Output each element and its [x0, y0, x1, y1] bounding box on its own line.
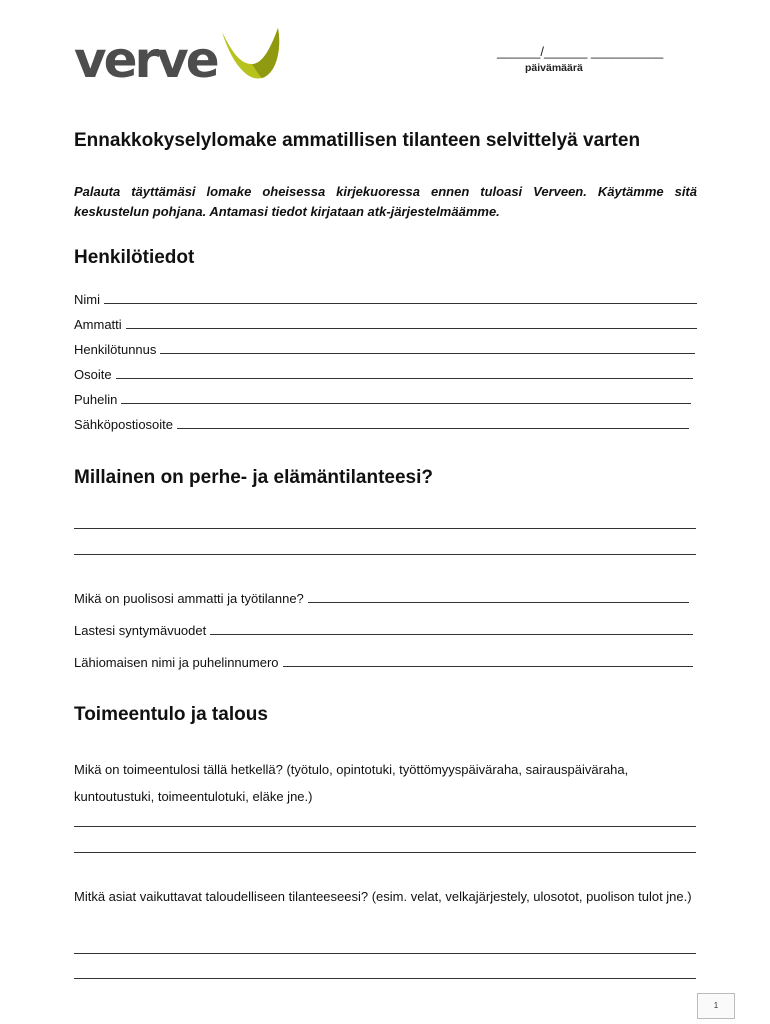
date-label: päivämäärä [525, 62, 583, 74]
income-question-1: Mikä on toimeentulosi tällä hetkellä? (työtulo, opintotuki, työttömyyspäiväraha, sairauspäiväraha, kuntoutustuki, toimeentulotuki, eläke jne.) [74, 762, 629, 804]
intro-text: Palauta täyttämäsi lomake oheisessa kirjekuoressa ennen tuloasi Verveen. Käytämme sitä keskustelun pohjana. Antamasi tiedot kirjataan atk-järjestelmäämme. [74, 184, 697, 219]
income-question-2: Mitkä asiat vaikuttavat taloudelliseen tilanteeseesi? (esim. velat, velkajärjestely, ulosotot, puolison tulot jne.) [74, 889, 692, 904]
address-field[interactable] [74, 364, 693, 382]
date-fill-line[interactable]: ______/______ __________ [497, 44, 664, 59]
spouse-line[interactable] [308, 602, 689, 603]
page-title: Ennakkokyselylomake ammatillisen tilanteen selvittelyä varten [74, 130, 641, 151]
family-answer-line-2[interactable] [74, 554, 696, 555]
ssn-label: Henkilötunnus [74, 342, 157, 357]
phone-line[interactable] [121, 403, 691, 404]
income-answer-line-3[interactable] [74, 953, 696, 954]
verve-logo [74, 22, 284, 92]
address-label: Osoite [74, 367, 112, 382]
occupation-label: Ammatti [74, 317, 122, 332]
family-answer-line-1[interactable] [74, 528, 696, 529]
name-field[interactable] [74, 289, 697, 307]
spouse-field[interactable] [74, 588, 689, 606]
email-field[interactable] [74, 414, 689, 432]
name-line[interactable] [104, 303, 697, 304]
address-line[interactable] [116, 378, 693, 379]
logo-swoosh-icon [218, 24, 284, 86]
relative-field[interactable] [74, 652, 693, 670]
income-answer-line-2[interactable] [74, 852, 696, 853]
email-label: Sähköpostiosoite [74, 417, 174, 432]
children-line[interactable] [210, 634, 693, 635]
income-answer-line-4[interactable] [74, 978, 696, 979]
section-heading-personal: Henkilötiedot [74, 247, 195, 268]
occupation-field[interactable] [74, 314, 697, 332]
section-heading-income: Toimeentulo ja talous [74, 704, 268, 725]
children-field[interactable] [74, 620, 693, 638]
page-number: 1 [697, 993, 735, 1019]
relative-label: Lähiomaisen nimi ja puhelinnumero [74, 655, 279, 670]
spouse-label: Mikä on puolisosi ammatti ja työtilanne? [74, 591, 304, 606]
name-label: Nimi [74, 292, 100, 307]
logo-wordmark: verve [74, 31, 217, 89]
ssn-field[interactable] [74, 339, 695, 357]
occupation-line[interactable] [126, 328, 697, 329]
ssn-line[interactable] [160, 353, 695, 354]
section-heading-family: Millainen on perhe- ja elämäntilanteesi? [74, 467, 433, 488]
email-line[interactable] [177, 428, 689, 429]
phone-field[interactable] [74, 389, 691, 407]
income-answer-line-1[interactable] [74, 826, 696, 827]
phone-label: Puhelin [74, 392, 118, 407]
relative-line[interactable] [283, 666, 693, 667]
children-label: Lastesi syntymävuodet [74, 623, 207, 638]
